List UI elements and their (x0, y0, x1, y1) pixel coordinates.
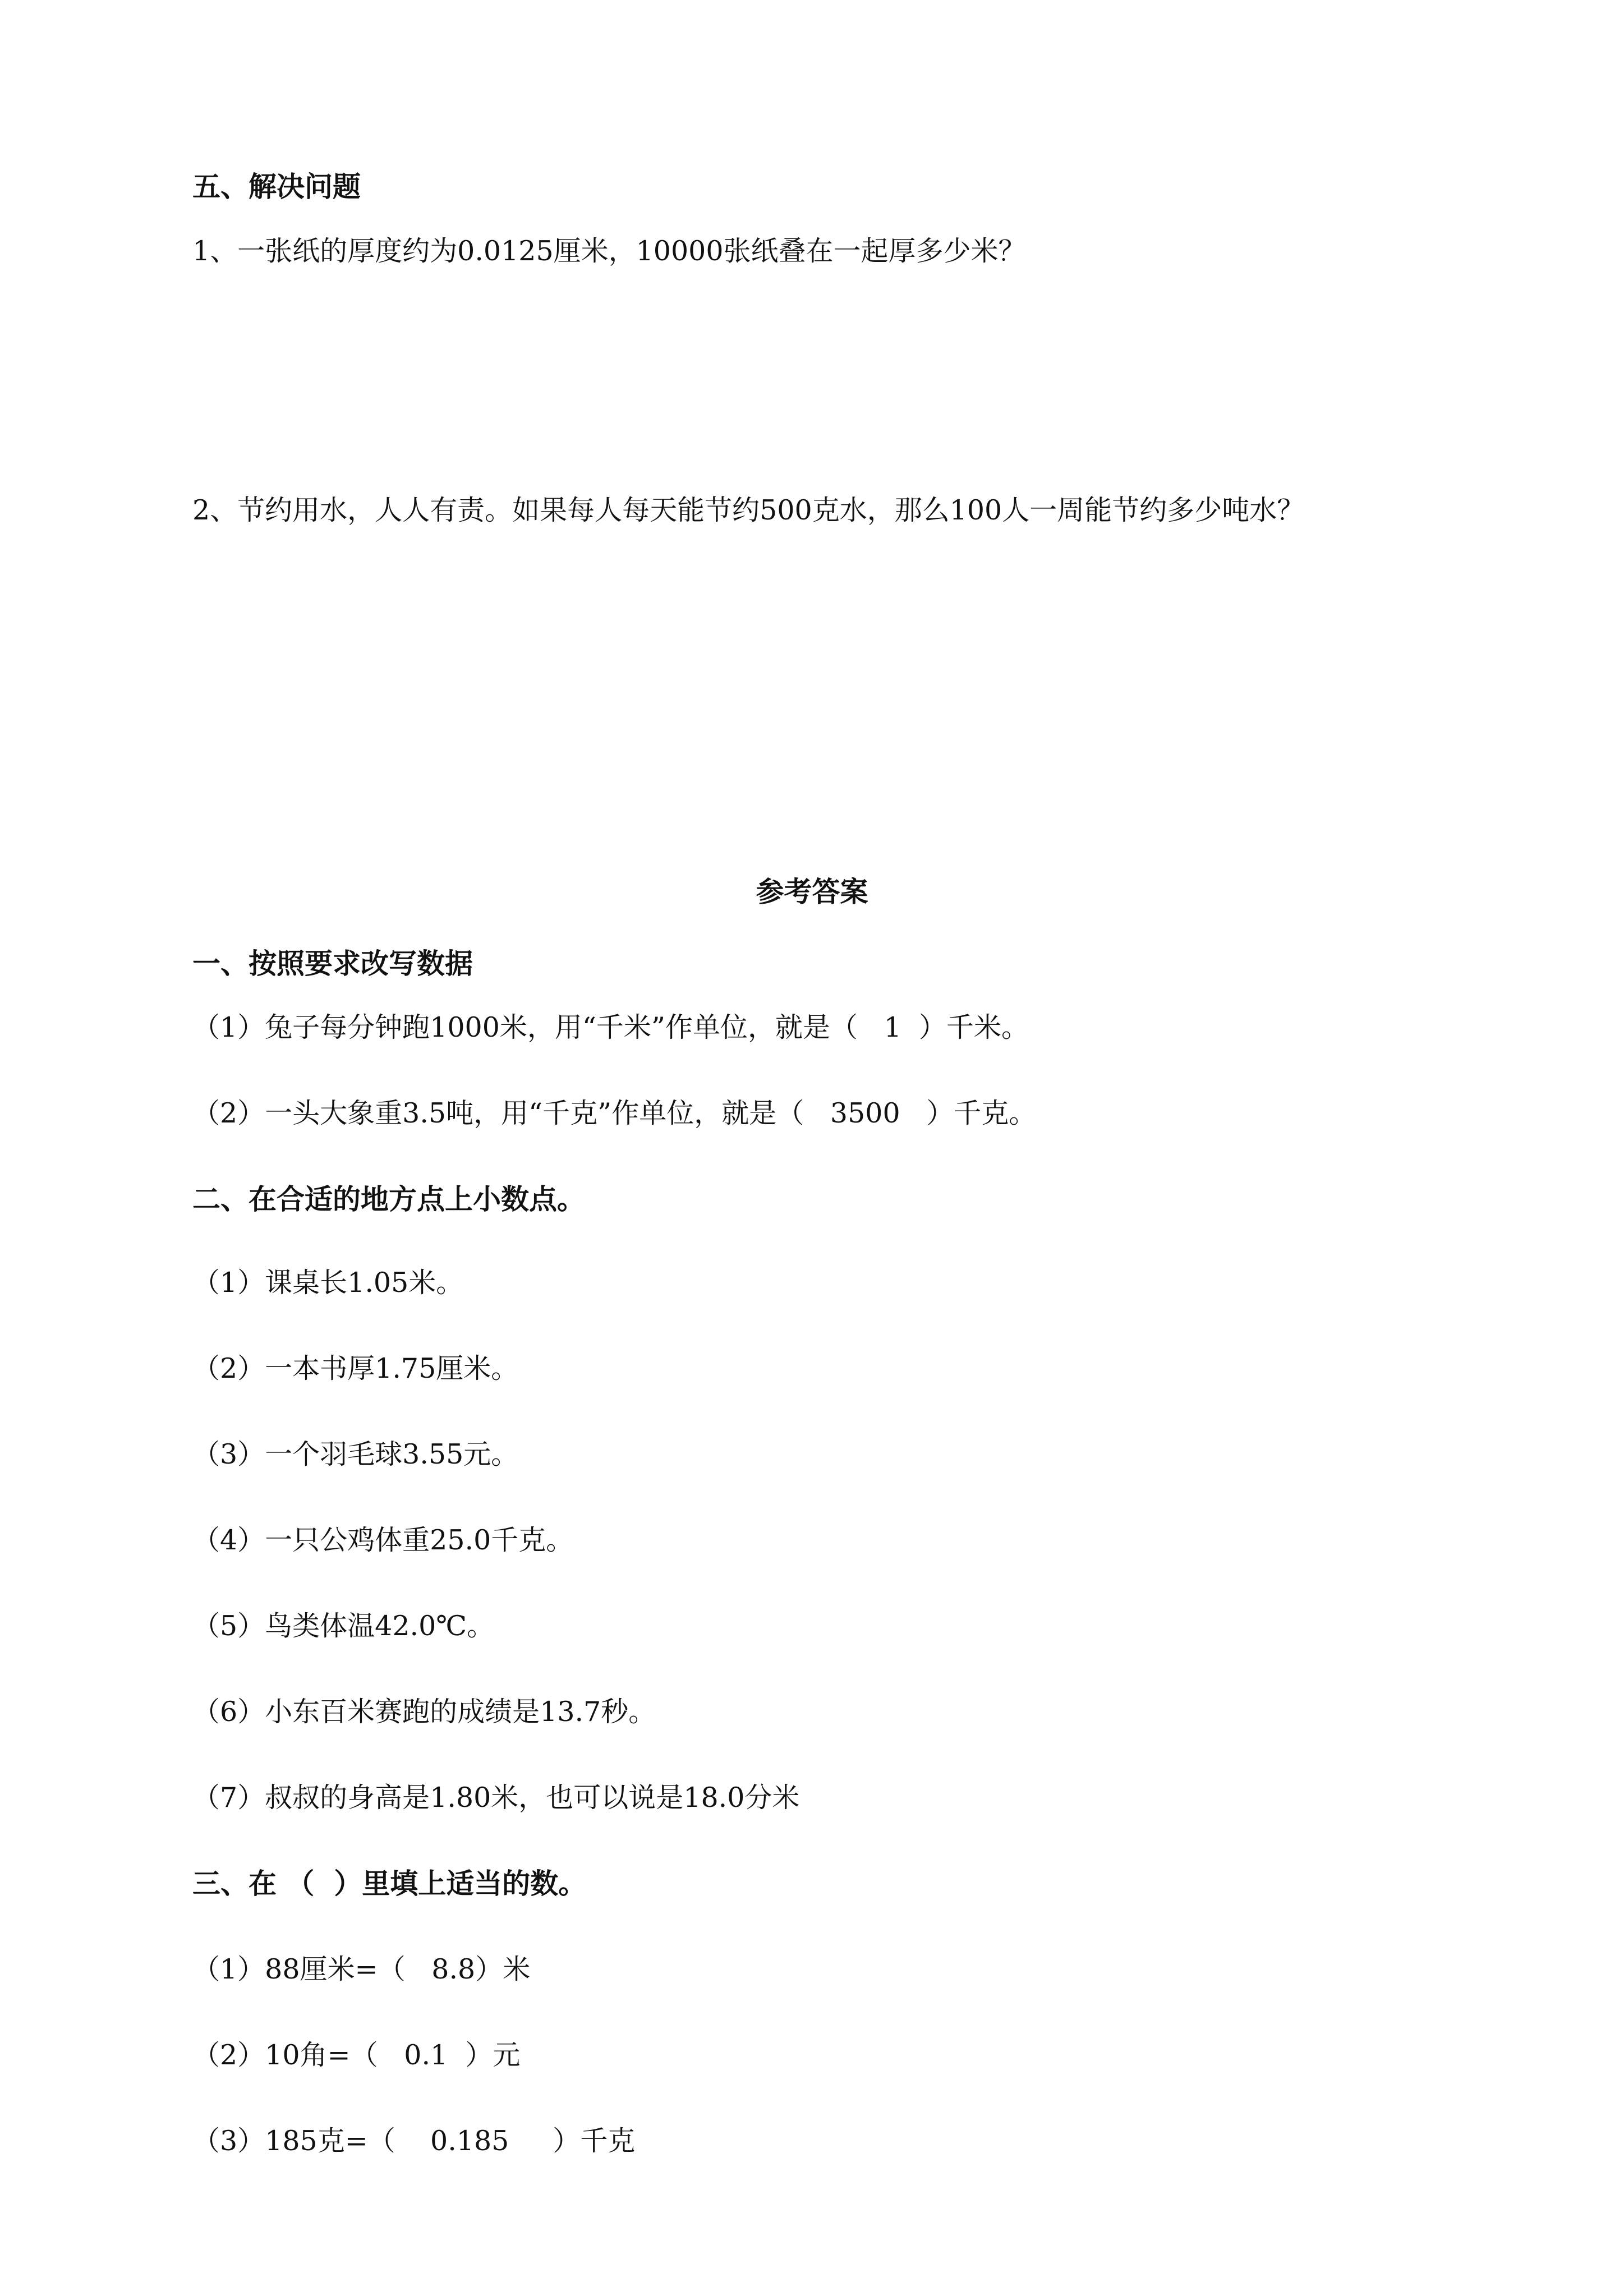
problem-1: 1、一张纸的厚度约为0.0125厘米，10000张纸叠在一起厚多少米？ (192, 235, 1026, 267)
answer-part3-item-2: （2）10角=（ 0.1 ）元 (192, 2039, 521, 2071)
answer-part2-item-3: （3）一个羽毛球3.55元。 (192, 1438, 519, 1470)
answer-part2-item-7: （7）叔叔的身高是1.80米，也可以说是18.0分米 (192, 1782, 800, 1814)
answer-key-title: 参考答案 (756, 875, 868, 908)
answer-part2-item-4: （4）一只公鸡体重25.0千克。 (192, 1524, 574, 1556)
answer-part3-item-3: （3）185克=（ 0.185 ）千克 (192, 2125, 636, 2157)
answer-part2-item-6: （6）小东百米赛跑的成绩是13.7秒。 (192, 1696, 656, 1728)
answer-part2-item-2: （2）一本书厚1.75厘米。 (192, 1352, 519, 1384)
answer-part2-heading: 二、在合适的地方点上小数点。 (192, 1182, 585, 1216)
answer-part3-heading: 三、在 （ ）里填上适当的数。 (192, 1867, 587, 1900)
answer-part1-item-1: （1）兔子每分钟跑1000米，用“千米”作单位，就是（ 1 ）千米。 (192, 1011, 1029, 1043)
answer-part3-item-1: （1）88厘米=（ 8.8）米 (192, 1953, 531, 1985)
answer-part2-item-5: （5）鸟类体温42.0℃。 (192, 1610, 495, 1642)
answer-part1-heading: 一、按照要求改写数据 (192, 947, 473, 980)
problem-2: 2、节约用水，人人有责。如果每人每天能节约500克水，那么100人一周能节约多少吨水？ (192, 494, 1305, 526)
answer-part2-item-1: （1）课桌长1.05米。 (192, 1267, 464, 1299)
answer-part1-item-2: （2）一头大象重3.5吨，用“千克”作单位，就是（ 3500 ）千克。 (192, 1097, 1037, 1129)
section-heading-solve-problems: 五、解决问题 (192, 170, 361, 203)
